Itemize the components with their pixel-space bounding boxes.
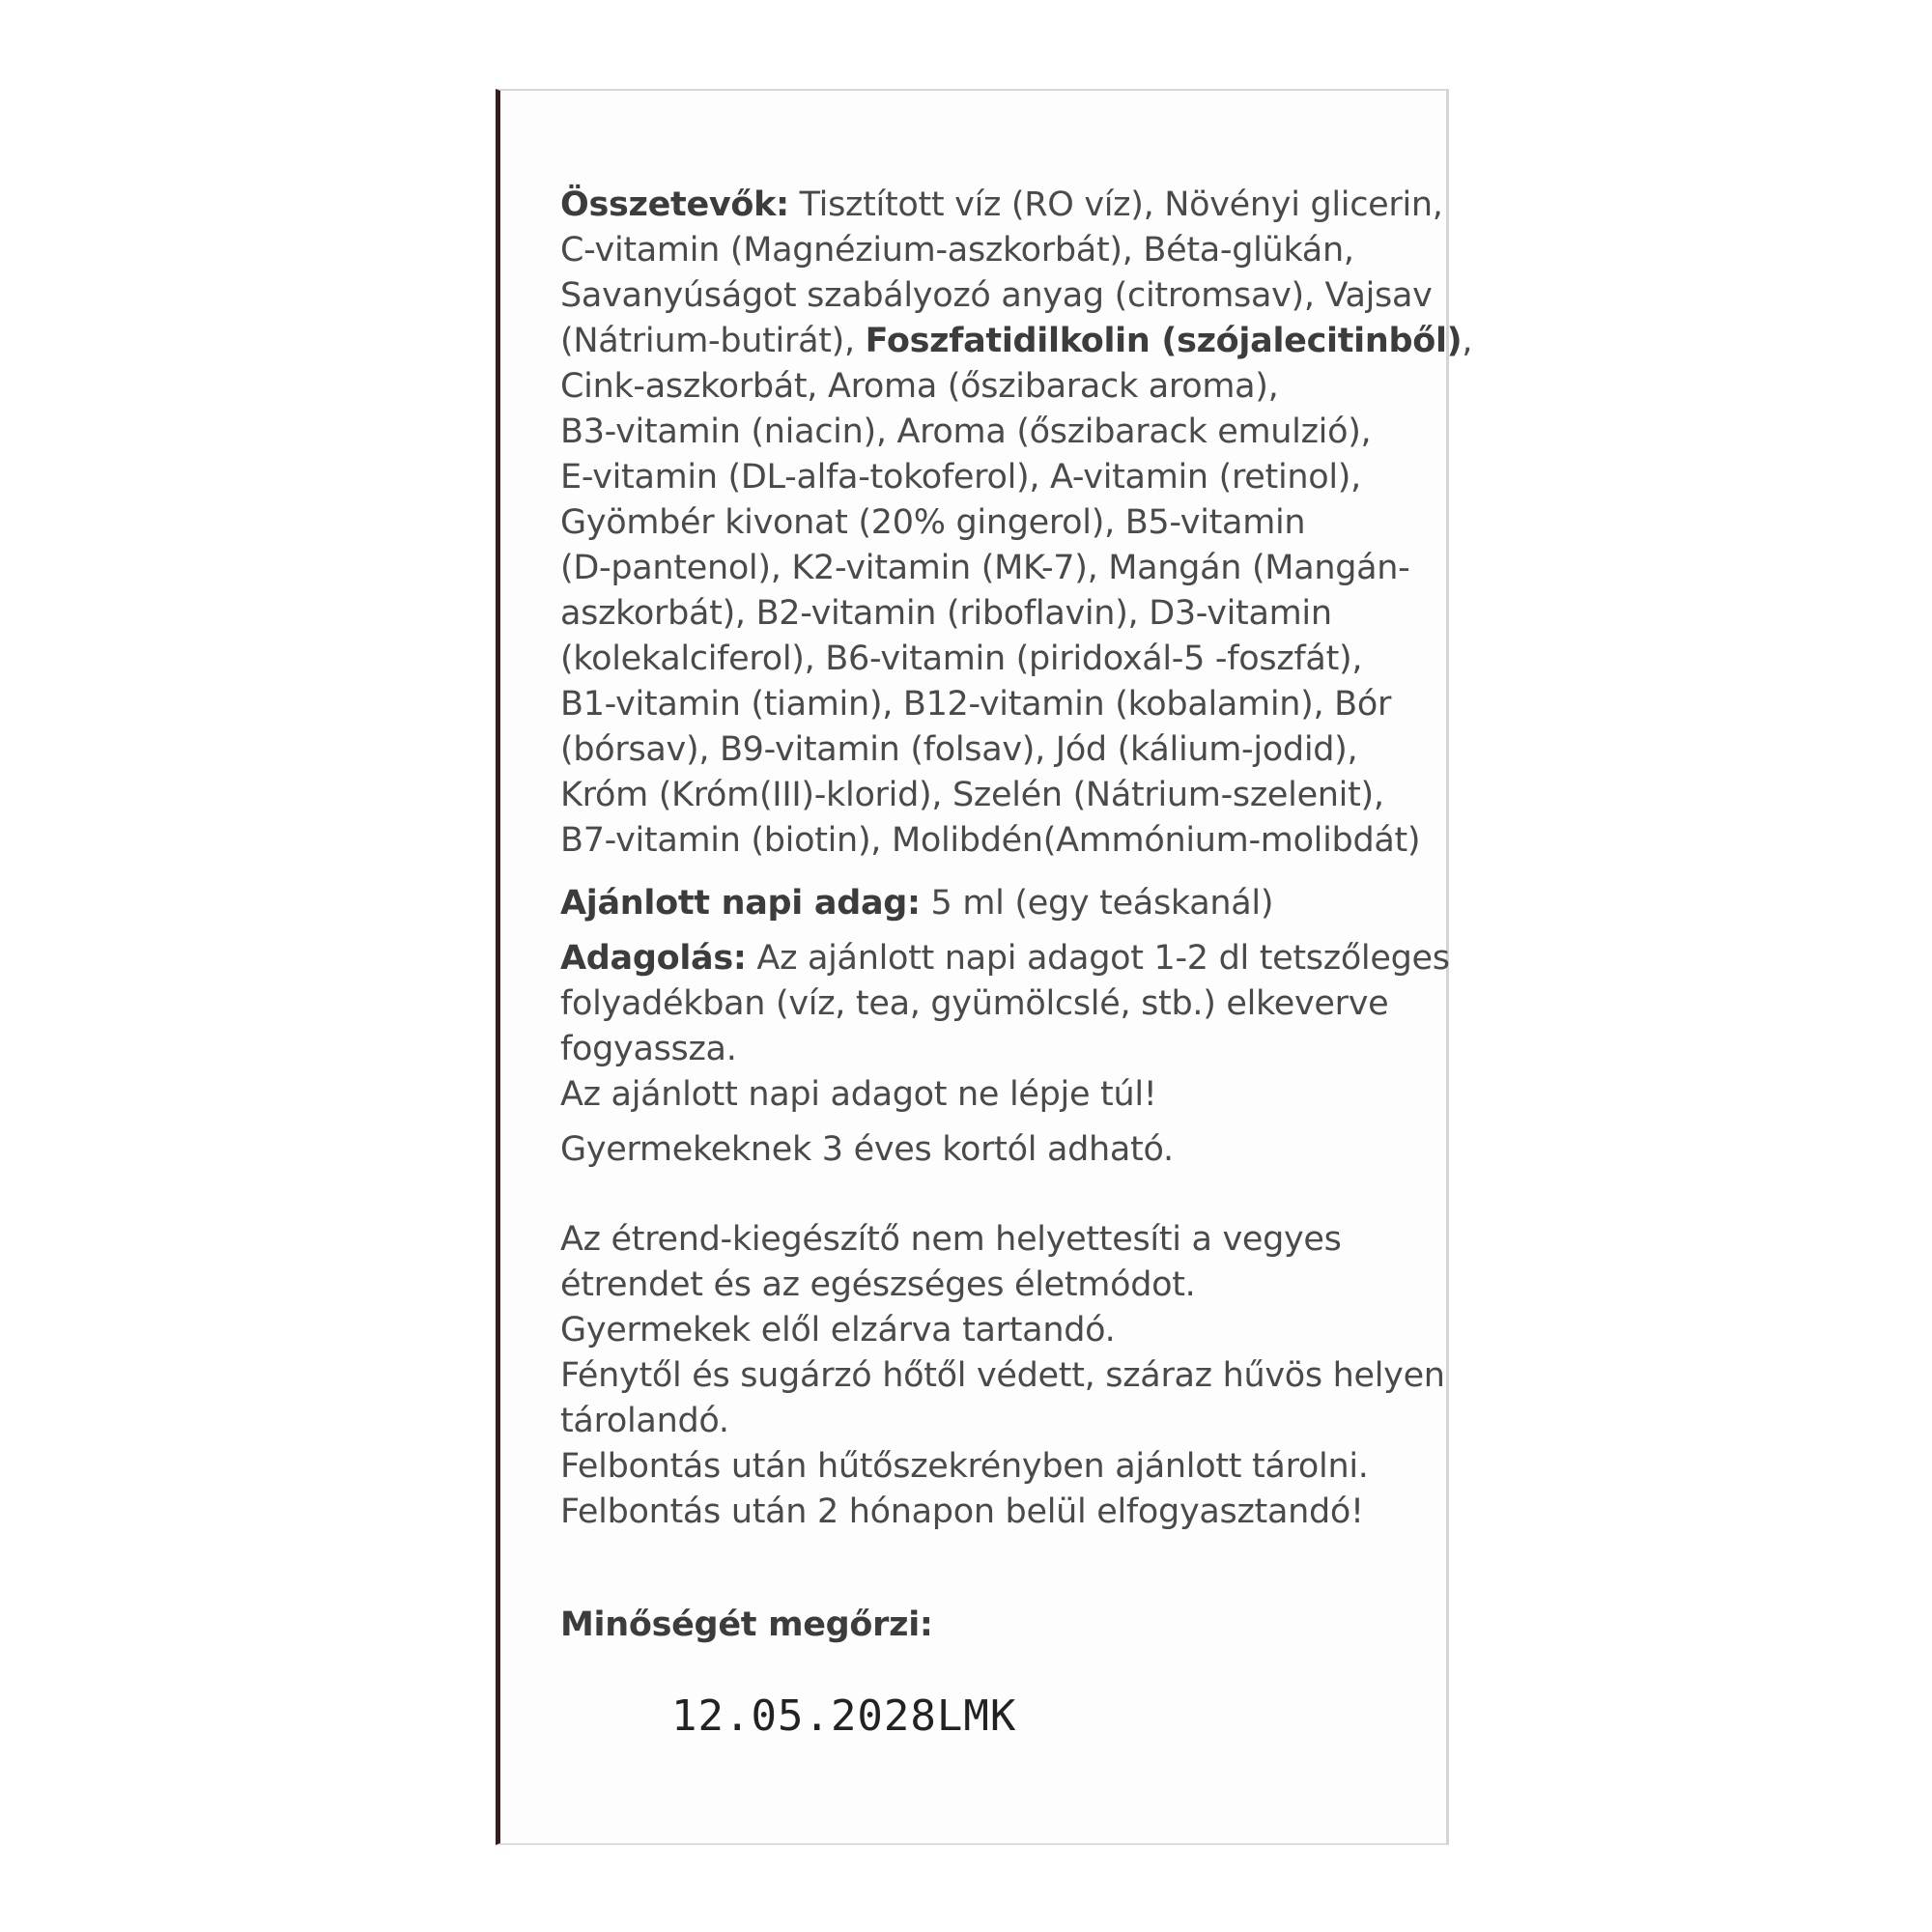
ingredients-label: Összetevők: <box>560 185 789 224</box>
ingredients-line <box>560 319 1473 364</box>
ingredients-line: C-vitamin (Magnézium-aszkorbát), Béta-glükán, <box>560 231 1354 270</box>
ingredients-line: aszkorbát), B2-vitamin (riboflavin), D3-vitamin <box>560 594 1332 633</box>
dosage-label: Adagolás: <box>560 939 747 978</box>
best-before-date-code: 12.05.2028LMK <box>671 1691 1017 1741</box>
warning-line: tárolandó. <box>560 1402 729 1440</box>
dosage-line: folyadékban (víz, tea, gyümölcslé, stb.) elkeverve <box>560 984 1389 1023</box>
warning-line: Az étrend-kiegészítő nem helyettesíti a vegyes <box>560 1220 1342 1259</box>
children-age-note: Gyermekeknek 3 éves kortól adható. <box>560 1130 1174 1169</box>
best-before-section <box>560 1603 1430 1648</box>
daily-dose-line <box>560 881 1430 926</box>
dosage-line: fogyassza. <box>560 1030 737 1068</box>
ingredients-line: Savanyúságot szabályozó anyag (citromsav), Vajsav <box>560 276 1433 315</box>
daily-dose-section <box>560 881 1430 926</box>
dosage-first-text: Az ajánlott napi adagot 1-2 dl tetszőleges <box>746 939 1450 978</box>
ingredients-line: (kolekalciferol), B6-vitamin (piridoxál-5 -foszfát), <box>560 639 1363 678</box>
ingredients-line-post: , <box>1462 322 1473 360</box>
warning-line: Felbontás után hűtőszekrényben ajánlott tárolni. <box>560 1447 1369 1486</box>
ingredients-section <box>560 183 1473 864</box>
ingredients-line: Gyömbér kivonat (20% gingerol), B5-vitamin <box>560 503 1306 542</box>
daily-dose-value: 5 ml (egy teáskanál) <box>920 884 1274 923</box>
ingredients-line: (bórsav), B9-vitamin (folsav), Jód (kálium-jodid), <box>560 730 1358 769</box>
ingredients-line: B7-vitamin (biotin), Molibdén(Ammónium-molibdát) <box>560 821 1421 860</box>
allergen-highlight: Foszfatidilkolin (szójalecitinből) <box>865 322 1463 360</box>
ingredients-line-pre: (Nátrium-butirát), <box>560 322 866 360</box>
daily-dose-label: Ajánlott napi adag: <box>560 884 921 923</box>
ingredients-line: Króm (Króm(III)-klorid), Szelén (Nátrium-szelenit), <box>560 776 1384 814</box>
ingredients-first-line <box>560 183 1443 228</box>
ingredients-line-1: Tisztított víz (RO víz), Növényi glicerin, <box>788 185 1443 224</box>
dosage-section <box>560 936 1450 1173</box>
warning-line: Gyermekek elől elzárva tartandó. <box>560 1311 1116 1350</box>
dosage-first-line <box>560 936 1450 981</box>
ingredients-line: B3-vitamin (niacin), Aroma (őszibarack emulzió), <box>560 412 1372 451</box>
ingredients-line: E-vitamin (DL-alfa-tokoferol), A-vitamin (retinol), <box>560 458 1361 497</box>
dosage-line: Az ajánlott napi adagot ne lépje túl! <box>560 1075 1157 1114</box>
warning-line: étrendet és az egészséges életmódot. <box>560 1265 1196 1304</box>
ingredients-line: B1-vitamin (tiamin), B12-vitamin (kobalamin), Bór <box>560 685 1392 724</box>
warnings-section <box>560 1217 1445 1535</box>
warning-line: Fénytől és sugárzó hőtől védett, száraz hűvös helyen <box>560 1356 1445 1395</box>
warning-line: Felbontás után 2 hónapon belül elfogyasztandó! <box>560 1492 1364 1531</box>
ingredients-line: Cink-aszkorbát, Aroma (őszibarack aroma), <box>560 367 1279 406</box>
label-panel <box>496 89 1473 1845</box>
ingredients-line: (D-pantenol), K2-vitamin (MK-7), Mangán (Mangán- <box>560 549 1410 587</box>
best-before-label: Minőségét megőrzi: <box>560 1605 933 1644</box>
label-text <box>560 183 1473 1648</box>
